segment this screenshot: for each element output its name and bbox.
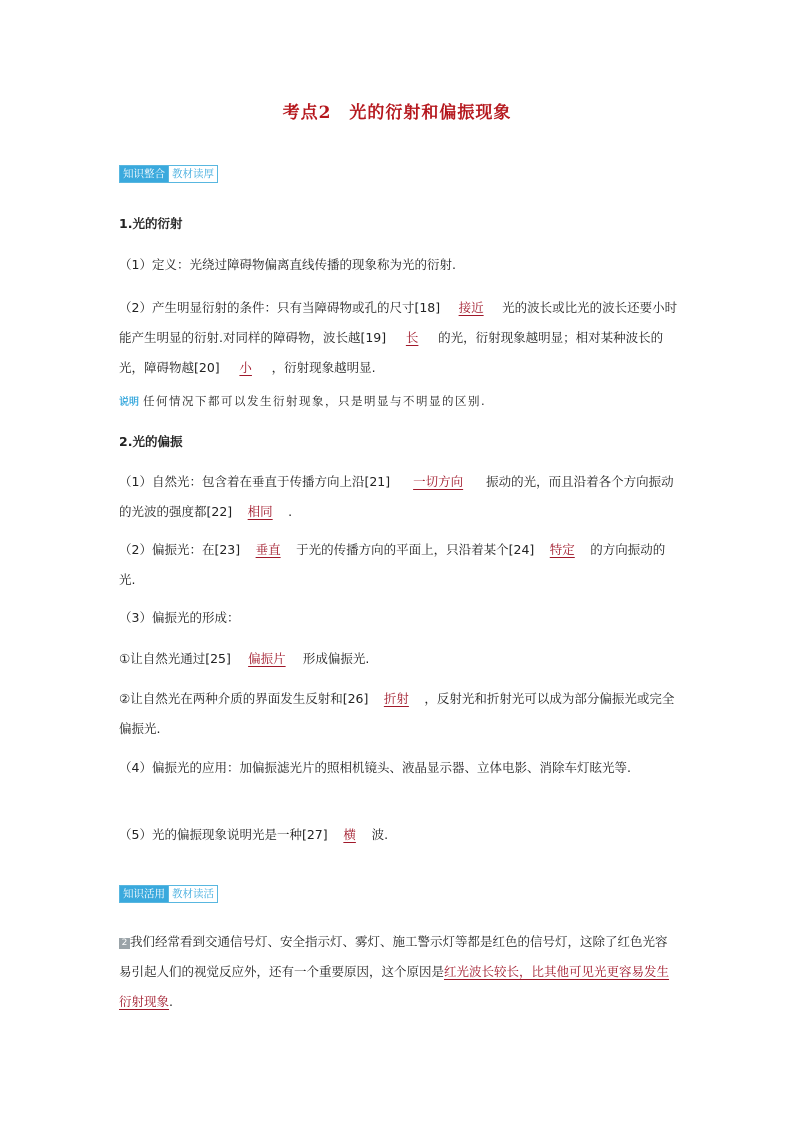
section-tag-knowledge-application <box>119 885 218 903</box>
paragraph-natural-light: （1）自然光：包含着在垂直于传播方向上沿[21] 一切方向 振动的光，而且沿着各个方向振动的光波的强度都[22] 相同 . <box>119 467 679 527</box>
answer-blank-question: 红光波长较长，比其他可见光更容易发生衍射现象 <box>119 964 670 1009</box>
answer-blank-22: 相同 <box>247 504 273 519</box>
note-box <box>119 386 679 418</box>
answer-blank-24: 特定 <box>549 542 575 557</box>
paragraph-formation-1: ①让自然光通过[25] 偏振片 形成偏振光. <box>119 644 679 674</box>
heading-diffraction: 1.光的衍射 <box>119 216 183 231</box>
paragraph-diffraction-condition: （2）产生明显衍射的条件：只有当障碍物或孔的尺寸[18] 接近 光的波长或比光的波长还要小时能产生明显的衍射.对同样的障碍物，波长越[19] 长 的光，衍射现象越明显；相对某种波长的光，障碍物越[20] 小 ，衍射现象越明显. <box>119 293 679 383</box>
paragraph-formation: （3）偏振光的形成： <box>119 610 240 625</box>
paragraph-applications: （4）偏振光的应用：加偏振滤光片的照相机镜头、液晶显示器、立体电影、消除车灯眩光等. <box>119 760 631 775</box>
answer-blank-23: 垂直 <box>255 542 281 557</box>
paragraph-polarized-light: （2）偏振光：在[23] 垂直 于光的传播方向的平面上，只沿着某个[24] 特定 的方向振动的光. <box>119 535 679 595</box>
answer-blank-19: 长 <box>405 330 419 345</box>
tag-sublabel: 教材读厚 <box>168 166 217 182</box>
answer-blank-25: 偏振片 <box>248 651 286 666</box>
heading-polarization: 2.光的偏振 <box>119 434 183 449</box>
section-tag-knowledge-integration <box>119 165 218 183</box>
question-number-icon: 2 <box>119 938 130 949</box>
note-text: 任何情况下都可以发生衍射现象，只是明显与不明显的区别. <box>143 394 487 408</box>
tag-label: 知识活用 <box>120 886 168 902</box>
question-paragraph: 2 我们经常看到交通信号灯、安全指示灯、雾灯、施工警示灯等都是红色的信号灯，这除了红色光容易引起人们的视觉反应外，还有一个重要原因，这个原因是红光波长较长，比其他可见光更容易发生衍射现象. <box>119 934 670 1009</box>
paragraph-transverse-wave: （5）光的偏振现象说明光是一种[27] 横 波. <box>119 820 679 850</box>
answer-blank-18: 接近 <box>458 300 484 315</box>
answer-blank-27: 横 <box>343 827 356 842</box>
answer-blank-21: 一切方向 <box>413 474 464 489</box>
note-label: 说明 <box>119 397 139 408</box>
paragraph-formation-2: ②让自然光在两种介质的界面发生反射和[26] 折射 ，反射光和折射光可以成为部分偏振光或完全偏振光. <box>119 684 679 744</box>
answer-blank-20: 小 <box>239 360 252 375</box>
paragraph-definition: （1）定义：光绕过障碍物偏离直线传播的现象称为光的衍射. <box>119 257 456 272</box>
tag-sublabel: 教材读活 <box>168 886 217 902</box>
answer-blank-26: 折射 <box>383 691 409 706</box>
tag-label: 知识整合 <box>120 166 168 182</box>
page-title: 考点2 光的衍射和偏振现象 <box>282 103 512 123</box>
